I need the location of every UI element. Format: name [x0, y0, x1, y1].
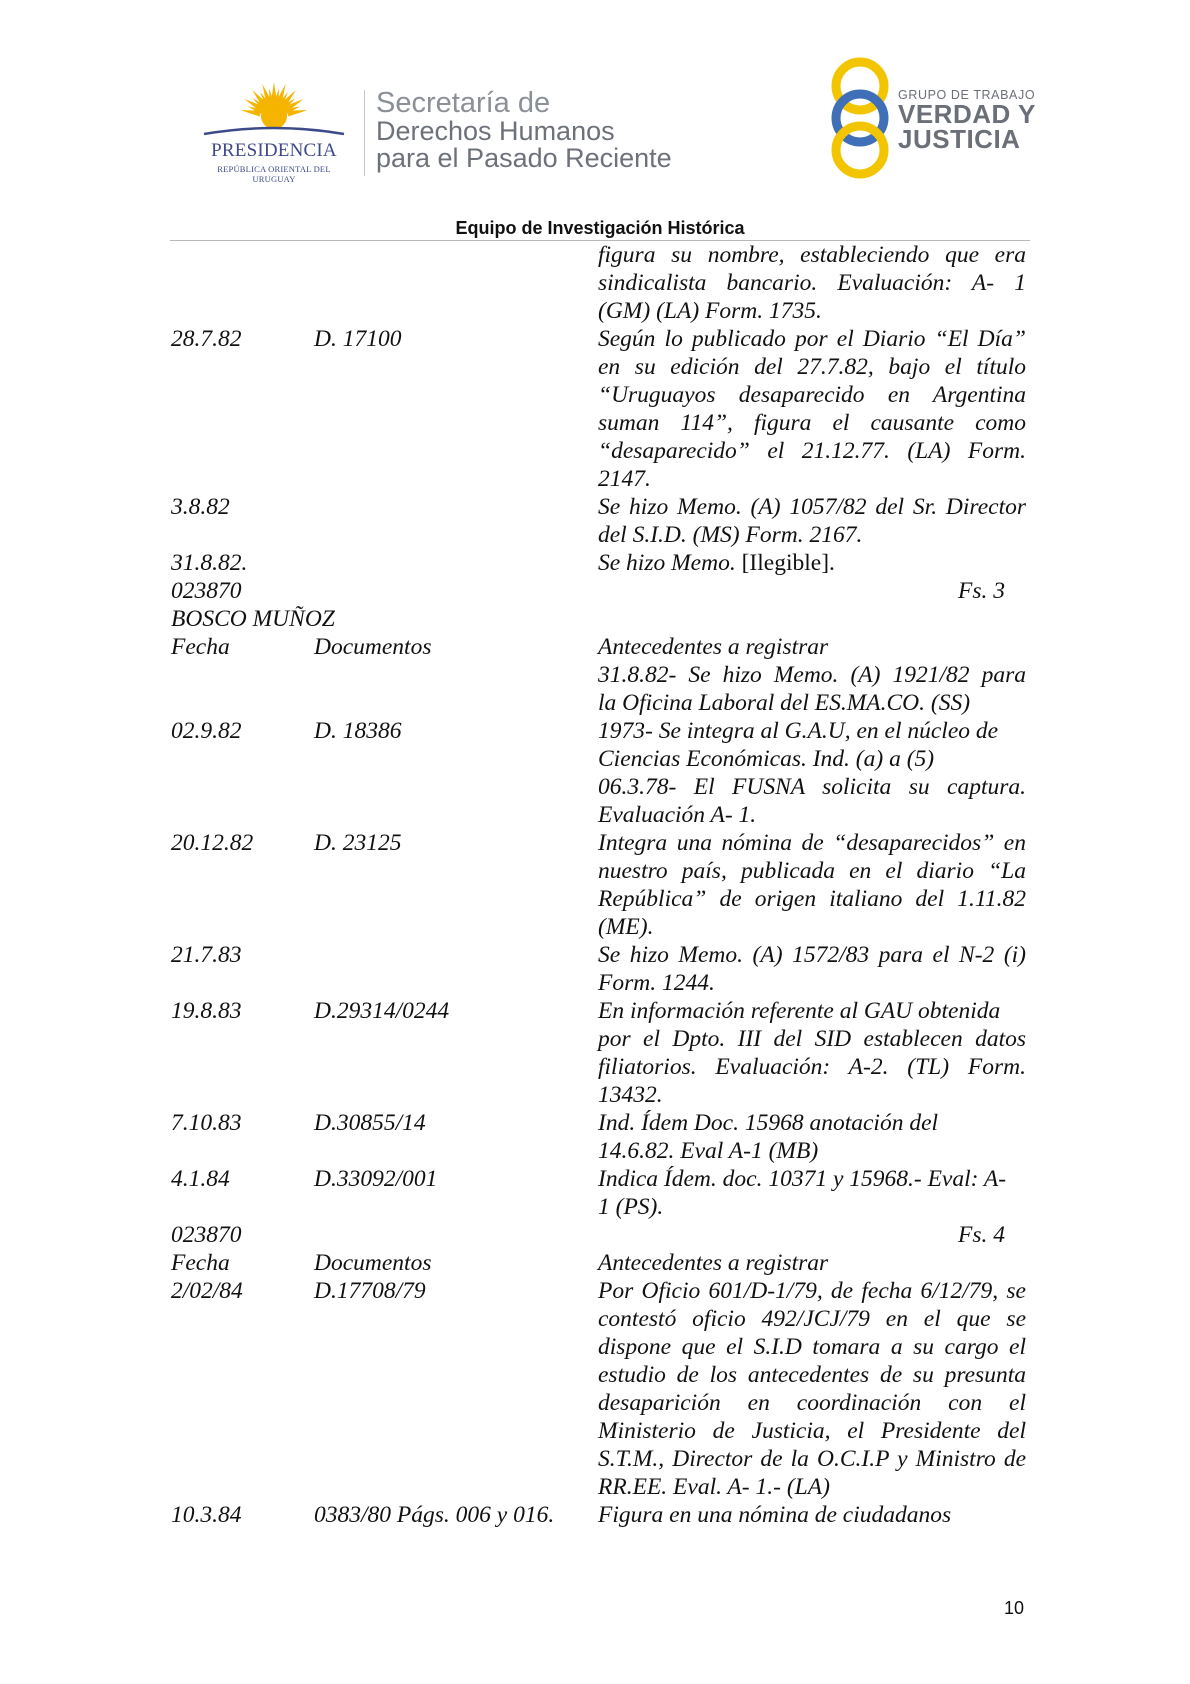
folio-number: Fs. 3	[958, 578, 1005, 604]
text-line: Indica Ídem. doc. 10371 y 15968.- Eval: A-	[598, 1166, 1007, 1192]
document-cell: D.29314/0244	[314, 998, 450, 1024]
text-line: nuestro país, publicada en el diario “La	[598, 858, 1026, 884]
text-line: por el Dpto. III del SID establecen datos	[598, 1026, 1026, 1052]
text-line	[598, 549, 1026, 577]
text-line: 1973- Se integra al G.A.U, en el núcleo de	[598, 718, 999, 744]
text-line: República” de origen italiano del 1.11.82	[598, 886, 1026, 912]
text-line: 1 (PS).	[598, 1194, 664, 1220]
text-line: Ciencias Económicas. Ind. (a) a (5)	[598, 746, 935, 772]
column-header-documentos: Documentos	[314, 634, 432, 660]
date-cell: 4.1.84	[171, 1166, 230, 1192]
date-cell: 3.8.82	[171, 494, 230, 520]
text-line: Form. 1244.	[598, 970, 715, 996]
text-line: En información referente al GAU obtenida	[598, 998, 1001, 1024]
date-cell: 28.7.82	[171, 326, 242, 352]
document-cell: 0383/80 Págs. 006 y 016.	[314, 1502, 555, 1528]
text-line: dispone que el S.I.D tomara a su cargo el	[598, 1334, 1026, 1360]
column-header-antecedentes: Antecedentes a registrar	[598, 634, 829, 660]
text-line: desaparición en coordinación con el	[598, 1390, 1026, 1416]
column-header-antecedentes: Antecedentes a registrar	[598, 1250, 829, 1276]
date-cell: 20.12.82	[171, 830, 254, 856]
text-line: Integra una nómina de “desaparecidos” en	[598, 830, 1026, 856]
column-header-documentos: Documentos	[314, 1250, 432, 1276]
document-cell: D. 18386	[314, 718, 402, 744]
text-line: 14.6.82. Eval A-1 (MB)	[598, 1138, 819, 1164]
text-line: en su edición del 27.7.82, bajo el título	[598, 354, 1026, 380]
secretaria-line-2: Derechos Humanos	[376, 116, 615, 146]
text-line: RR.EE. Eval. A- 1.- (LA)	[598, 1474, 830, 1500]
document-cell: D. 23125	[314, 830, 402, 856]
folio-number: Fs. 4	[958, 1222, 1005, 1248]
text-line: Ind. Ídem Doc. 15968 anotación del	[598, 1110, 939, 1136]
page-number: 10	[1004, 1598, 1025, 1618]
text-line: suman 114”, figura el causante como	[598, 410, 1026, 436]
text-line: “Uruguayos desaparecido en Argentina	[598, 382, 1026, 408]
text-line: estudio de los antecedentes de su presunta	[598, 1362, 1026, 1388]
presidencia-subtitle: REPÚBLICA ORIENTAL DEL URUGUAY	[217, 164, 331, 184]
text-line: 2147.	[598, 466, 651, 492]
text-line: Figura en una nómina de ciudadanos	[598, 1502, 952, 1528]
date-cell: 2/02/84	[171, 1278, 243, 1304]
date-cell: 31.8.82.	[171, 550, 248, 576]
grupo-trabajo-line-3: JUSTICIA	[898, 124, 1021, 154]
illegible-note: [Ilegible].	[741, 550, 835, 576]
person-name: BOSCO MUÑOZ	[171, 606, 335, 632]
text-line: 31.8.82- Se hizo Memo. (A) 1921/82 para	[598, 662, 1026, 688]
text-line: (GM) (LA) Form. 1735.	[598, 298, 822, 324]
text-line: Se hizo Memo. (A) 1572/83 para el N-2 (i)	[598, 942, 1026, 968]
date-cell: 21.7.83	[171, 942, 242, 968]
presidencia-title: PRESIDENCIA	[211, 140, 337, 161]
column-header-fecha: Fecha	[171, 634, 230, 660]
secretaria-line-1: Secretaría de	[376, 87, 551, 119]
text-line: Se hizo Memo. (A) 1057/82 del Sr. Director	[598, 494, 1026, 520]
text-line: contestó oficio 492/JCJ/79 en el que se	[598, 1306, 1026, 1332]
text-line: Por Oficio 601/D-1/79, de fecha 6/12/79, se	[598, 1278, 1026, 1304]
text-line: Evaluación A- 1.	[598, 802, 757, 828]
text-fragment: Se hizo Memo.	[598, 550, 736, 576]
text-line: “desaparecido” el 21.12.77. (LA) Form.	[598, 438, 1026, 464]
record-number: 023870	[171, 1222, 242, 1248]
record-number: 023870	[171, 578, 242, 604]
text-line: Ministerio de Justicia, el Presidente del	[598, 1418, 1026, 1444]
section-heading: Equipo de Investigación Histórica	[455, 218, 745, 238]
text-line: 13432.	[598, 1082, 663, 1108]
document-cell: D.17708/79	[314, 1278, 426, 1304]
text-line: filiatorios. Evaluación: A-2. (TL) Form.	[598, 1054, 1026, 1080]
text-line: S.T.M., Director de la O.C.I.P y Ministro de	[598, 1446, 1026, 1472]
date-cell: 19.8.83	[171, 998, 242, 1024]
text-line: del S.I.D. (MS) Form. 2167.	[598, 522, 863, 548]
text-line: la Oficina Laboral del ES.MA.CO. (SS)	[598, 690, 971, 716]
column-header-fecha: Fecha	[171, 1250, 230, 1276]
date-cell: 02.9.82	[171, 718, 242, 744]
text-line: figura su nombre, estableciendo que era	[598, 242, 1026, 268]
document-cell: D. 17100	[314, 326, 402, 352]
grupo-trabajo-line-1: GRUPO DE TRABAJO	[898, 88, 1036, 102]
text-line: (ME).	[598, 914, 654, 940]
text-line: sindicalista bancario. Evaluación: A- 1	[598, 270, 1026, 296]
document-cell: D.33092/001	[314, 1166, 438, 1192]
secretaria-line-3: para el Pasado Reciente	[376, 143, 672, 173]
text-line: 06.3.78- El FUSNA solicita su captura.	[598, 774, 1026, 800]
text-line: Según lo publicado por el Diario “El Día”	[598, 326, 1026, 352]
date-cell: 10.3.84	[171, 1502, 242, 1528]
grupo-trabajo-line-2: VERDAD Y	[898, 99, 1036, 129]
document-cell: D.30855/14	[314, 1110, 426, 1136]
date-cell: 7.10.83	[171, 1110, 242, 1136]
